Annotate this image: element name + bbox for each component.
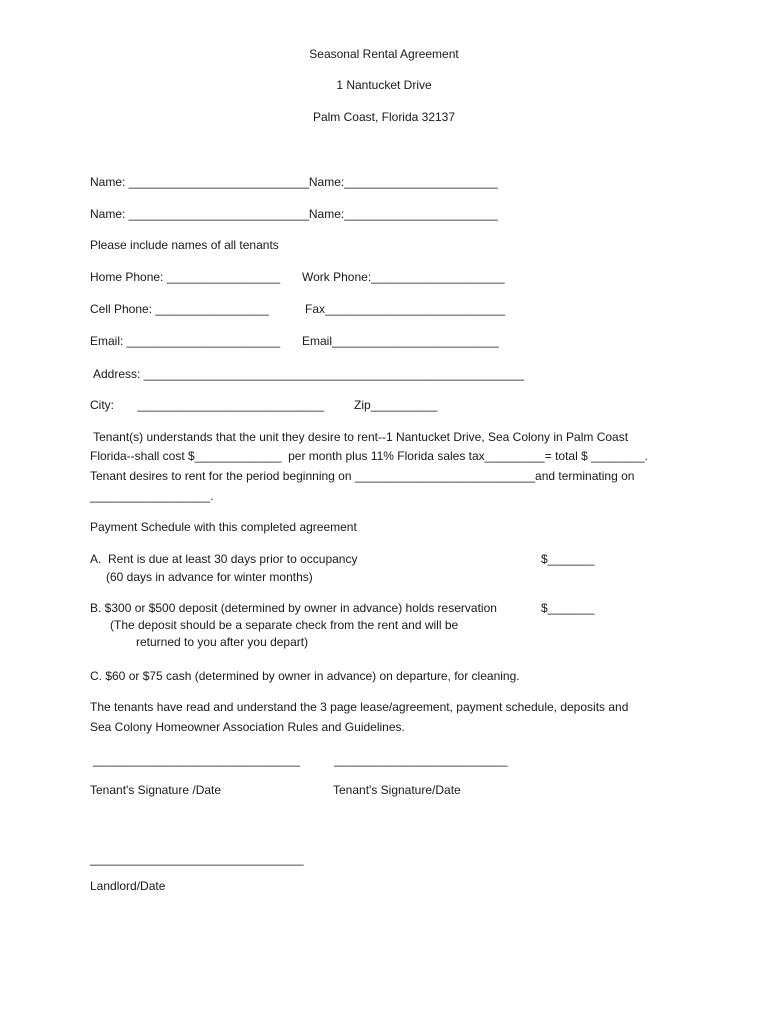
document-title: Seasonal Rental Agreement — [309, 47, 459, 61]
home-phone-field[interactable]: Home Phone: _________________ — [90, 270, 281, 284]
payment-item-a: A. Rent is due at least 30 days prior to occupancy — [90, 552, 358, 566]
payment-item-b-amount[interactable]: $_______ — [541, 601, 595, 615]
payment-item-b-note-1: (The deposit should be a separate check from the rent and will be — [110, 618, 459, 632]
payment-item-b-note-2: returned to you after you depart) — [136, 635, 309, 649]
tenant-signature-label-2: Tenant's Signature/Date — [333, 783, 461, 797]
terms-line-4[interactable]: __________________. — [90, 489, 214, 503]
payment-item-a-note: (60 days in advance for winter months) — [106, 570, 313, 584]
terms-line-3[interactable]: Tenant desires to rent for the period beginning on ___________________________and terminating on — [90, 469, 635, 483]
work-phone-field[interactable]: Work Phone:____________________ — [302, 270, 505, 284]
terms-line-2[interactable]: Florida--shall cost $_____________ per month plus 11% Florida sales tax_________= total $ ________. — [90, 449, 648, 463]
tenant-signature-line-1[interactable]: _______________________________ — [93, 753, 300, 767]
acknowledgment-line-2: Sea Colony Homeowner Association Rules and Guidelines. — [90, 720, 405, 734]
landlord-signature-label: Landlord/Date — [90, 879, 166, 893]
email-field-right[interactable]: Email_________________________ — [302, 334, 499, 348]
tenant-signature-label-1: Tenant's Signature /Date — [90, 783, 222, 797]
address-line-2: Palm Coast, Florida 32137 — [312, 110, 456, 124]
payment-item-a-amount[interactable]: $_______ — [541, 552, 595, 566]
name-field-row-2[interactable]: Name: ___________________________Name:_______________________ — [90, 207, 498, 221]
acknowledgment-line-1: The tenants have read and understand the 3 page lease/agreement, payment schedule, deposits and — [90, 700, 629, 714]
address-line-1: 1 Nantucket Drive — [336, 78, 432, 92]
address-field[interactable]: Address: _________________________________________________________ — [93, 367, 525, 381]
cell-phone-field[interactable]: Cell Phone: _________________ — [90, 302, 269, 316]
fax-field[interactable]: Fax___________________________ — [305, 302, 506, 316]
terms-line-1: Tenant(s) understands that the unit they desire to rent--1 Nantucket Drive, Sea Colony in Palm Coast — [90, 430, 629, 444]
tenant-names-note: Please include names of all tenants — [90, 238, 279, 252]
landlord-signature-line[interactable]: ________________________________ — [90, 852, 304, 866]
payment-schedule-heading: Payment Schedule with this completed agreement — [90, 520, 357, 534]
email-field-left[interactable]: Email: _______________________ — [90, 334, 281, 348]
payment-item-b: B. $300 or $500 deposit (determined by owner in advance) holds reservation — [90, 601, 497, 615]
zip-field[interactable]: Zip__________ — [354, 398, 438, 412]
tenant-signature-line-2[interactable]: __________________________ — [334, 753, 508, 767]
name-field-row-1[interactable]: Name: ___________________________Name:_______________________ — [90, 175, 498, 189]
payment-item-c: C. $60 or $75 cash (determined by owner in advance) on departure, for cleaning. — [90, 669, 520, 683]
city-field[interactable]: City: ____________________________ — [90, 398, 325, 412]
